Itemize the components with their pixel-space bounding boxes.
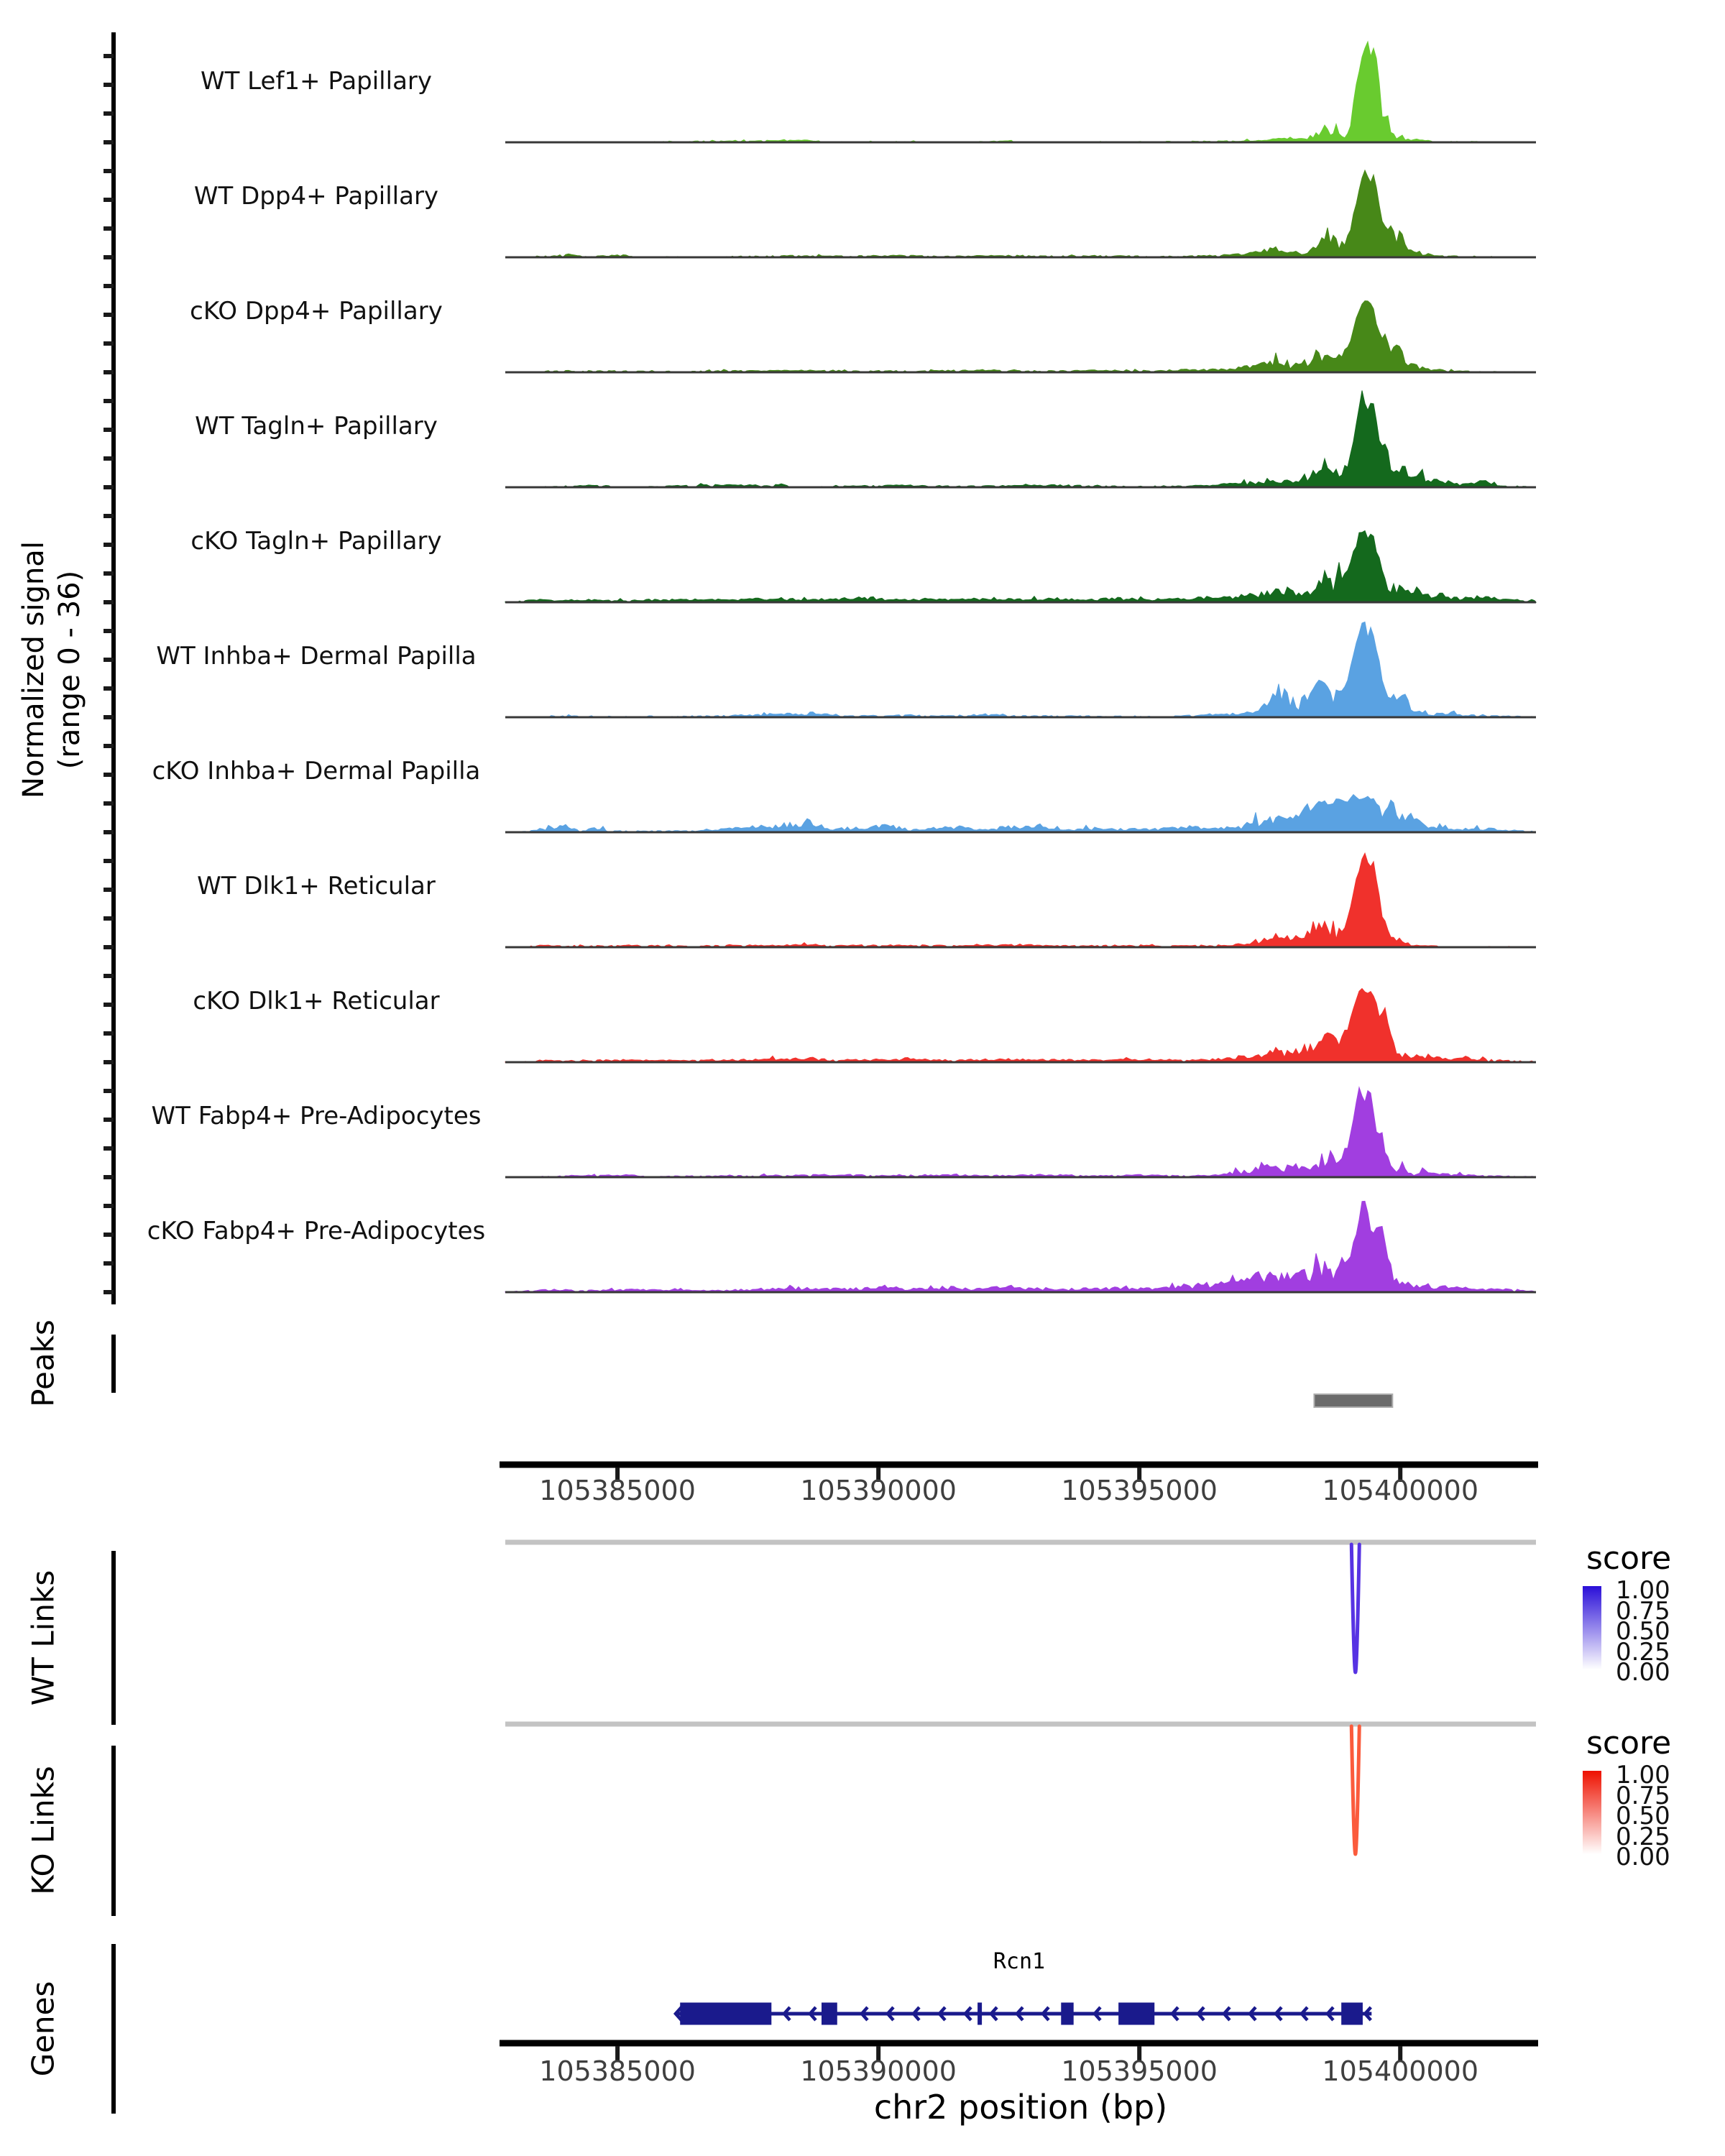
- track-label: cKO Dpp4+ Papillary: [190, 297, 443, 326]
- legend-tick-label: 0.00: [1616, 1843, 1670, 1871]
- track-label: WT Tagln+ Papillary: [195, 412, 438, 441]
- x-tick-label: 105400000: [1322, 2055, 1479, 2087]
- gene-exon: [1061, 2003, 1073, 2025]
- track-label: cKO Tagln+ Papillary: [190, 527, 442, 556]
- coverage-area: [505, 1201, 1536, 1292]
- legend-tick-label: 0.25: [1616, 1637, 1670, 1667]
- y-axis-label-line1: Normalized signal: [17, 541, 50, 798]
- track-label: WT Fabp4+ Pre-Adipocytes: [151, 1102, 482, 1130]
- legend-tick-label: 0.75: [1616, 1596, 1670, 1626]
- x-tick-label: 105400000: [1322, 1475, 1479, 1506]
- section-label-ko-links: KO Links: [25, 1766, 61, 1895]
- coverage-area: [505, 622, 1536, 717]
- gene-name-label: Rcn1: [993, 1949, 1046, 1974]
- coverage-area: [505, 301, 1536, 372]
- gene-exon: [822, 2003, 837, 2025]
- link-arc: [1351, 1544, 1359, 1672]
- coverage-area: [505, 390, 1536, 487]
- coverage-area: [505, 42, 1536, 142]
- gene-exon: [680, 2003, 771, 2025]
- x-tick-label: 105385000: [539, 2055, 696, 2087]
- gene-exon: [978, 2003, 982, 2025]
- section-label-wt-links: WT Links: [25, 1570, 61, 1706]
- coverage-area: [505, 531, 1536, 603]
- legend-tick-label: 0.50: [1616, 1802, 1670, 1830]
- track-label: cKO Dlk1+ Reticular: [193, 987, 440, 1015]
- track-label: WT Dpp4+ Papillary: [193, 182, 439, 211]
- ko-links-legend-gradient: [1583, 1771, 1601, 1854]
- y-axis-label-line2: (range 0 - 36): [53, 570, 86, 770]
- y-axis-label: [16, 541, 88, 798]
- coverage-area: [505, 989, 1536, 1063]
- wt-links-legend-title: score: [1586, 1540, 1672, 1577]
- coverage-area: [505, 795, 1536, 832]
- x-tick-label: 105390000: [800, 2055, 957, 2087]
- legend-tick-label: 0.50: [1616, 1617, 1670, 1646]
- coverage-area: [505, 853, 1536, 947]
- x-tick-label: 105385000: [539, 1475, 696, 1506]
- peak-bar: [1314, 1394, 1392, 1407]
- track-label: WT Dlk1+ Reticular: [197, 872, 436, 900]
- link-arc: [1351, 1726, 1359, 1854]
- x-tick-label: 105395000: [1061, 2055, 1218, 2087]
- wt-links-legend-gradient: [1583, 1586, 1601, 1669]
- legend-tick-label: 0.00: [1616, 1658, 1670, 1687]
- legend-tick-label: 0.75: [1616, 1781, 1670, 1810]
- section-label-peaks: Peaks: [25, 1319, 61, 1407]
- coverage-area: [505, 1087, 1536, 1177]
- legend-tick-label: 1.00: [1616, 1576, 1670, 1605]
- x-tick-label: 105390000: [800, 1475, 957, 1506]
- ko-links-legend-title: score: [1586, 1725, 1672, 1761]
- x-tick-label: 105395000: [1061, 1475, 1218, 1506]
- gene-exon: [1341, 2003, 1363, 2025]
- legend-tick-label: 0.25: [1616, 1822, 1670, 1851]
- gene-exon: [1118, 2003, 1154, 2025]
- x-axis-title: chr2 position (bp): [873, 2088, 1168, 2127]
- legend-tick-label: 1.00: [1616, 1761, 1670, 1789]
- track-label: cKO Inhba+ Dermal Papilla: [152, 757, 481, 786]
- section-label-genes: Genes: [25, 1981, 61, 2077]
- track-label: WT Inhba+ Dermal Papilla: [156, 642, 477, 671]
- track-label: WT Lef1+ Papillary: [200, 67, 433, 96]
- track-label: cKO Fabp4+ Pre-Adipocytes: [147, 1217, 486, 1245]
- coverage-area: [505, 170, 1536, 257]
